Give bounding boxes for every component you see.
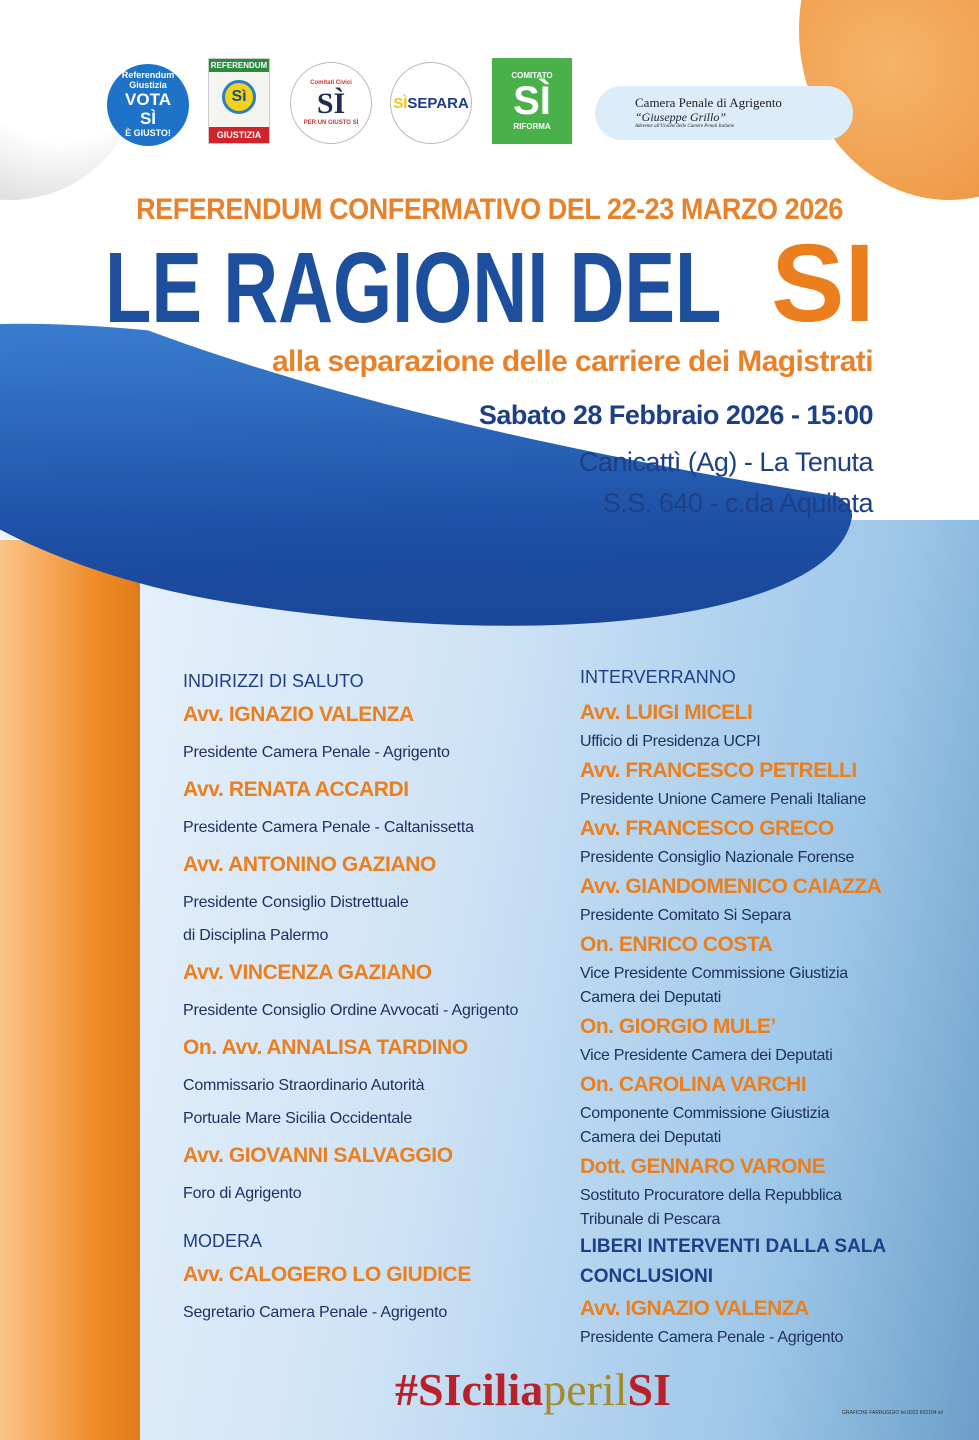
speaker-role: Camera dei Deputati [580,989,722,1006]
logo-text: Aderente all'Unione delle Camere Penali Italiane [635,124,735,130]
speaker-role: Foro di Agrigento [183,1185,302,1202]
logo-si-separa [390,62,472,144]
logo-text: SÌ [393,94,408,112]
event-date: Sabato 28 Febbraio 2026 - 15:00 [478,400,873,430]
speaker-entry [580,1150,950,1232]
speaker-name: On. GIORGIO MULE’ [580,1015,776,1038]
section-heading: INTERVERRANNO [580,667,736,687]
speaker-role: Presidente Camera Penale - Agrigento [183,744,450,761]
speaker-role: Presidente Consiglio Distrettuale [183,894,409,911]
speaker-role: Presidente Camera Penale - Caltanissetta [183,819,474,836]
speakers-column [580,664,950,1350]
speaker-role: Segretario Camera Penale - Agrigento [183,1304,448,1321]
speaker-name: Avv. FRANCESCO GRECO [580,817,834,840]
logo-text: REFERENDUM [210,61,268,70]
subtitle: alla separazione delle carriere dei Magistrati [271,345,873,378]
speaker-name: Avv. GIANDOMENICO CAIAZZA [580,875,882,898]
section-heading: INDIRIZZI DI SALUTO [183,671,364,691]
speaker-name: On. ENRICO COSTA [580,933,773,956]
greetings-column [183,664,568,1329]
speaker-name: On. CAROLINA VARCHI [580,1073,807,1096]
hashtag-part: #SIcilia [395,1364,544,1415]
speaker-name: Avv. ANTONINO GAZIANO [183,853,436,876]
logo-text: SÌ [316,86,346,120]
orange-side-bar [0,540,140,1440]
speaker-name: Dott. GENNARO VARONE [580,1155,826,1178]
speaker-role: Vice Presidente Commissione Giustizia [580,965,848,982]
speaker-name: Avv. IGNAZIO VALENZA [183,703,414,726]
speaker-role: Presidente Comitato Si Separa [580,907,791,924]
speaker-role: Presidente Camera Penale - Agrigento [580,1329,844,1346]
section-heading: CONCLUSIONI [580,1266,713,1287]
speaker-role: Tribunale di Pescara [580,1211,721,1228]
title-main: LE RAGIONI DEL [105,232,722,344]
speaker-entry [183,952,568,1027]
logo-text: Comitati Civici [310,79,352,86]
logo-text: SÌ [513,79,551,123]
speaker-entry [183,694,568,769]
event-place: Canicattì (Ag) - La Tenuta [578,447,873,477]
speaker-entry [580,696,950,754]
title-si: SI [771,222,875,345]
logo-comitati-civici [290,62,372,144]
speaker-entry [580,1292,950,1350]
section-heading: MODERA [183,1231,263,1251]
logo-row [105,58,865,148]
logo-text: RIFORMA [513,122,551,131]
speaker-role: Componente Commissione Giustizia [580,1105,830,1122]
logo-text: PER UN GIUSTO SÌ [303,119,359,126]
logo-text: GIUSTIZIA [209,127,269,143]
logo-text: Sì [222,80,256,114]
speaker-role: Ufficio di Presidenza UCPI [580,733,761,750]
speaker-role: di Disciplina Palermo [183,927,329,944]
hashtag [395,1365,671,1415]
speaker-name: Avv. GIOVANNI SALVAGGIO [183,1144,453,1167]
logo-text: “Giuseppe Grillo” [635,109,727,124]
event-address: S.S. 640 - c.da Aquilata [602,488,873,518]
speaker-role: Presidente Consiglio Ordine Avvocati - Agrigento [183,1002,519,1019]
logo-text: SÌ [139,108,157,128]
logo-text: VOTA [125,90,171,110]
speaker-role: Presidente Consiglio Nazionale Forense [580,849,855,866]
main-title [105,222,875,345]
speaker-name: Avv. LUIGI MICELI [580,701,753,724]
speaker-name: Avv. CALOGERO LO GIUDICE [183,1263,471,1286]
referendum-date-heading: REFERENDUM CONFERMATIVO DEL 22-23 MARZO 2026 [136,193,843,226]
speaker-entry [580,754,950,812]
speaker-entry [580,870,950,928]
speaker-role: Presidente Unione Camere Penali Italiane [580,791,866,808]
logo-text: COMITATO [511,71,553,80]
logo-vota-si [107,64,189,146]
speaker-name: Avv. VINCENZA GAZIANO [183,961,432,984]
speaker-role: Commissario Straordinario Autorità [183,1077,425,1094]
speaker-name: Avv. RENATA ACCARDI [183,778,409,801]
hashtag-part: peril [543,1364,628,1415]
logo-comitato-si-riforma [492,58,572,144]
speaker-name: Avv. IGNAZIO VALENZA [580,1297,809,1320]
speaker-entry [183,1254,568,1329]
speaker-role: Vice Presidente Camera dei Deputati [580,1047,833,1064]
speaker-entry [580,1068,950,1150]
speaker-name: Avv. FRANCESCO PETRELLI [580,759,857,782]
printer-credit: GRAFICHE FARRUGGIO tel.0922 602104 srl [842,1410,944,1416]
section-heading: LIBERI INTERVENTI DALLA SALA [580,1236,887,1257]
logo-text: Camera Penale di Agrigento [635,94,782,110]
logo-text: Referendum Giustizia [121,70,175,91]
speaker-entry [183,769,568,844]
speaker-entry [183,1027,568,1135]
logo-text: SEPARA [407,94,469,112]
speaker-entry [580,812,950,870]
speaker-role: Sostituto Procuratore della Repubblica [580,1187,842,1204]
logo-text: È GIUSTO! [125,127,171,138]
speaker-entry [183,1135,568,1210]
speaker-entry [580,928,950,1010]
speaker-role: Portuale Mare Sicilia Occidentale [183,1110,413,1127]
logo-camera-penale-agrigento [595,86,853,140]
logo-referendum-giustizia [208,58,270,144]
speaker-name: On. Avv. ANNALISA TARDINO [183,1036,468,1059]
speaker-entry [183,844,568,952]
speaker-role: Camera dei Deputati [580,1129,722,1146]
hashtag-part: SI [627,1364,672,1415]
speaker-entry [580,1010,950,1068]
